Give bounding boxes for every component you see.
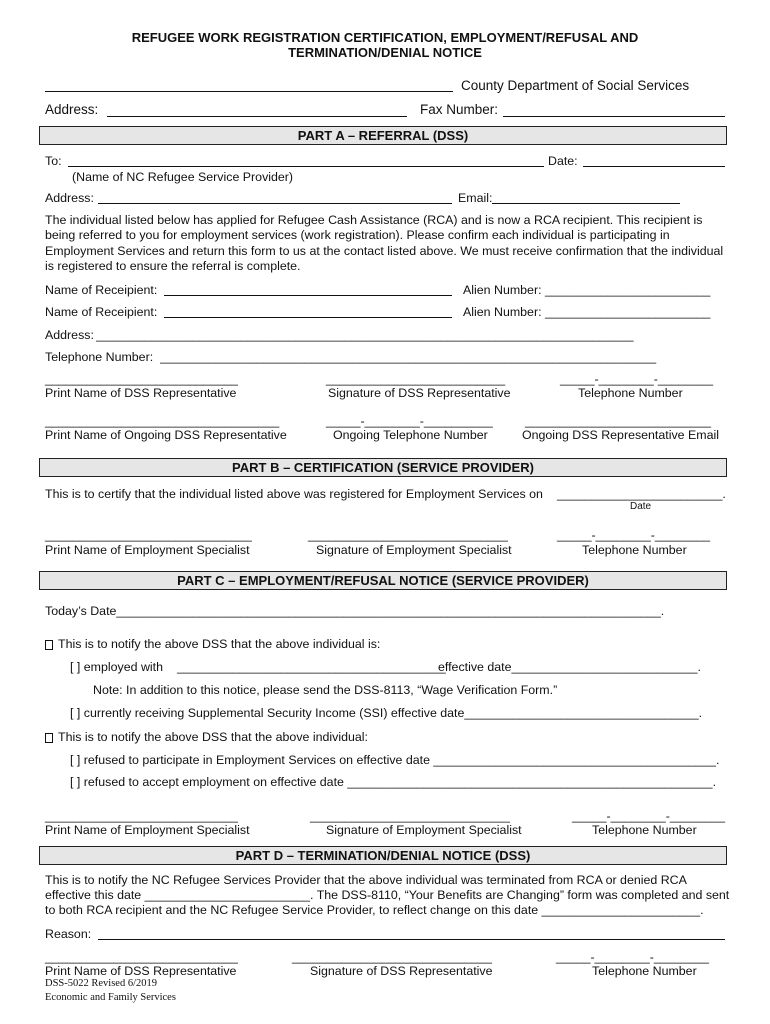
employer-field[interactable]: _______________________________________ (177, 660, 446, 674)
fax-field[interactable] (503, 116, 725, 117)
ongoing-rep-name-label: Print Name of Ongoing DSS Representative (45, 428, 287, 442)
referral-date-field[interactable] (583, 166, 725, 167)
certify-date-field[interactable]: ________________________. (557, 487, 726, 501)
part-c-heading: PART C – EMPLOYMENT/REFUSAL NOTICE (SERVICE PROVIDER) (39, 571, 727, 590)
form-id: DSS-5022 Revised 6/2019 (45, 978, 158, 989)
wage-verification-note: Note: In addition to this notice, please send the DSS-8113, “Wage Verification Form.” (93, 683, 558, 697)
header-address-field[interactable] (107, 116, 407, 117)
alien2-field[interactable]: ________________________ (545, 305, 711, 319)
specialist-b-phone-label: Telephone Number (582, 543, 687, 557)
dss-rep-phone-label: Telephone Number (578, 386, 683, 400)
specialist-b-signature-field[interactable]: _____________________________ (308, 528, 508, 542)
specialist-b-signature-label: Signature of Employment Specialist (316, 543, 512, 557)
employment-effective-date-field[interactable]: effective date___________________________. (438, 660, 701, 674)
certify-date-hint: Date (630, 501, 652, 512)
ongoing-email-label: Ongoing DSS Representative Email (522, 428, 719, 442)
ongoing-phone-field[interactable]: _____-________-__________ (326, 414, 493, 428)
dss-d-signature-field[interactable]: _____________________________ (292, 950, 492, 964)
recipient2-label: Name of Receipient: (45, 305, 158, 319)
ongoing-email-field[interactable]: ___________________________ (525, 414, 712, 428)
county-name-field[interactable] (45, 91, 453, 92)
header-address-label: Address: (45, 102, 99, 117)
date-label: Date: (548, 154, 578, 168)
alien1-label: Alien Number: (463, 283, 542, 297)
dss-d-signature-label: Signature of DSS Representative (310, 964, 493, 978)
specialist-c-signature-label: Signature of Employment Specialist (326, 823, 522, 837)
specialist-c-signature-field[interactable]: _____________________________ (310, 809, 510, 823)
refused-services-line[interactable]: [ ] refused to participate in Employment Services on effective date _________________________________________. (70, 753, 720, 767)
dss-d-name-field[interactable]: ____________________________ (45, 950, 238, 964)
specialist-b-name-field[interactable]: ______________________________ (45, 528, 252, 542)
dss-d-name-label: Print Name of DSS Representative (45, 964, 237, 978)
refused-employment-line[interactable]: [ ] refused to accept employment on effective date _____________________________________________________. (70, 775, 717, 789)
refusal-notice-checkbox[interactable] (45, 733, 53, 743)
reason-label: Reason: (45, 927, 92, 941)
form-title-line1: REFUGEE WORK REGISTRATION CERTIFICATION, EMPLOYMENT/REFUSAL AND (131, 30, 639, 45)
specialist-c-name-label: Print Name of Employment Specialist (45, 823, 250, 837)
email-label: Email: (458, 191, 493, 205)
part-a-heading: PART A – REFERRAL (DSS) (39, 126, 727, 145)
recipient1-field[interactable] (164, 295, 452, 296)
notify-employment-text: This is to notify the above DSS that the above individual is: (58, 637, 381, 651)
certify-text: This is to certify that the individual listed above was registered for Employment Services on (45, 487, 543, 501)
part-b-heading: PART B – CERTIFICATION (SERVICE PROVIDER) (39, 458, 727, 477)
notify-refusal-text: This is to notify the above DSS that the above individual: (58, 730, 368, 744)
dss-d-phone-label: Telephone Number (592, 964, 697, 978)
termination-text-line3[interactable]: to both RCA recipient and the NC Refugee Service Provider, to reflect change on this date _______________________. (45, 903, 704, 917)
dss-rep-phone-field[interactable]: _____-________-________ (560, 372, 713, 386)
specialist-c-name-field[interactable]: ____________________________ (45, 809, 238, 823)
referral-paragraph: The individual listed below has applied for Refugee Cash Assistance (RCA) and is now a RCA recipient. This recipient is being referred to you for employment services (work registration). Please confirm each individual is participating in Employment Services and return this form to us at the contact listed above. We must receive confirmation that the individual is registered to ensure the referral is complete. (45, 213, 724, 273)
fax-label: Fax Number: (420, 102, 499, 117)
form-title-line2: TERMINATION/DENIAL NOTICE (288, 45, 482, 60)
recipient2-field[interactable] (164, 317, 452, 318)
division-name: Economic and Family Services (45, 992, 176, 1003)
email-field[interactable] (492, 203, 680, 204)
telephone-field[interactable]: ________________________________________________________________________ (160, 350, 657, 364)
reason-field[interactable] (98, 939, 725, 940)
specialist-c-phone-field[interactable]: _____-________-________ (572, 809, 725, 823)
recipient-address-label: Address: (45, 328, 94, 342)
dss-rep-name-label: Print Name of DSS Representative (45, 386, 237, 400)
recipient-address-field[interactable]: ______________________________________________________________________________ (96, 328, 634, 342)
dss-rep-signature-label: Signature of DSS Representative (328, 386, 511, 400)
provider-name-hint: (Name of NC Refugee Service Provider) (72, 170, 294, 184)
recipient1-label: Name of Receipient: (45, 283, 158, 297)
employment-notice-checkbox[interactable] (45, 640, 53, 650)
termination-text-line2[interactable]: effective this date ________________________. The DSS-8110, “Your Benefits are Changing” form was completed and sent (45, 888, 730, 902)
dss-rep-signature-field[interactable]: __________________________ (326, 372, 506, 386)
telephone-label: Telephone Number: (45, 350, 154, 364)
part-d-heading: PART D – TERMINATION/DENIAL NOTICE (DSS) (39, 846, 727, 865)
termination-text-line1: This is to notify the NC Refugee Services Provider that the above individual was terminated from RCA or denied RCA (45, 873, 687, 887)
county-dss-label: County Department of Social Services (461, 78, 690, 93)
alien2-label: Alien Number: (463, 305, 542, 319)
dss-d-phone-field[interactable]: _____-________-________ (556, 950, 709, 964)
to-label: To: (45, 154, 62, 168)
employed-with-checkbox[interactable]: [ ] employed with (70, 660, 163, 674)
specialist-c-phone-label: Telephone Number (592, 823, 697, 837)
ongoing-rep-name-field[interactable]: __________________________________ (45, 414, 280, 428)
todays-date-field[interactable]: Today’s Date_______________________________________________________________________________. (45, 604, 665, 618)
provider-name-field[interactable] (68, 166, 544, 167)
ssi-checkbox-line[interactable]: [ ] currently receiving Supplemental Security Income (SSI) effective date__________________________________. (70, 706, 703, 720)
dss-rep-name-field[interactable]: ____________________________ (45, 372, 238, 386)
specialist-b-phone-field[interactable]: _____-________-________ (557, 528, 710, 542)
specialist-b-name-label: Print Name of Employment Specialist (45, 543, 250, 557)
alien1-field[interactable]: ________________________ (545, 283, 711, 297)
ongoing-phone-label: Ongoing Telephone Number (333, 428, 488, 442)
provider-address-label: Address: (45, 191, 94, 205)
provider-address-field[interactable] (98, 203, 452, 204)
